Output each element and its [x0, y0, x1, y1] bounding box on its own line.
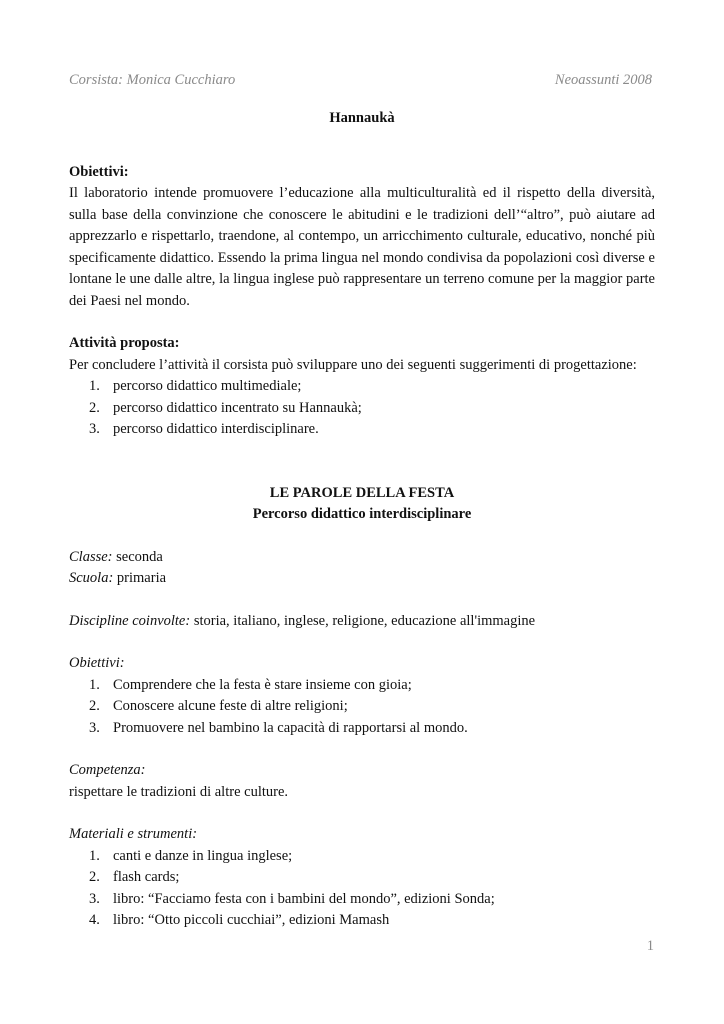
attivita-intro: Per concludere l’attività il corsista può sviluppare uno dei seguenti suggerimenti di progettazione: [69, 356, 637, 373]
list-item: 2. Conoscere alcune feste di altre religioni; [89, 698, 348, 714]
percorso-subtitle: Percorso didattico interdisciplinare [252, 506, 472, 522]
list-item: 3. libro: “Facciamo festa con i bambini del mondo”, edizioni Sonda; [89, 890, 495, 907]
document-body [69, 108, 655, 932]
list-item: 2. percorso didattico incentrato su Hannaukà; [89, 399, 362, 416]
scuola-line: Scuola: primaria [69, 570, 167, 586]
header-course: Neoassunti 2008 [554, 72, 652, 88]
header-author: Corsista: Monica Cucchiaro [69, 72, 236, 88]
materiali-heading: Materiali e strumenti: [69, 826, 198, 842]
document-title: Hannaukà [329, 110, 395, 126]
list-item: 1. percorso didattico multimediale; [89, 378, 302, 394]
percorso-obiettivi-list [69, 675, 655, 740]
attivita-list [69, 376, 655, 441]
percorso-obiettivi-heading: Obiettivi: [69, 655, 125, 671]
obiettivi-heading: Obiettivi: [69, 163, 129, 180]
list-item: 1. canti e danze in lingua inglese; [89, 847, 293, 864]
list-item: 1. Comprendere che la festa è stare insieme con gioia; [89, 676, 412, 693]
list-item: 3. percorso didattico interdisciplinare. [89, 421, 319, 437]
discipline-line: Discipline coinvolte: storia, italiano, inglese, religione, educazione all'immagine [69, 612, 536, 629]
page-number: 1 [646, 938, 654, 954]
classe-line: Classe: seconda [69, 548, 163, 565]
list-item: 2. flash cards; [89, 869, 180, 885]
list-item: 4. libro: “Otto piccoli cucchiai”, edizioni Mamash [89, 912, 390, 928]
attivita-heading: Attività proposta: [69, 335, 180, 351]
obiettivi-paragraph: Il laboratorio intende promuovere l’educazione alla multiculturalità ed il rispetto della diversità, sulla base della convinzione che conoscere le abitudini e le tradizioni dell’“altro”, può aiutare ad apprezzarlo e rispettarlo, traendone, al contempo, un arricchimento culturale, educativo, nonché più specificamente didattico. Essendo la prima lingua nel mondo condivisa da popolazioni così diverse e lontane le une dalle altre, la lingua inglese può rappresentare un terreno comune per la maggior parte dei Paesi nel mondo. [69, 185, 655, 309]
competenza-text: rispettare le tradizioni di altre culture. [69, 783, 289, 800]
materiali-list [69, 846, 655, 932]
list-item: 3. Promuovere nel bambino la capacità di rapportarsi al mondo. [89, 719, 468, 736]
competenza-heading: Competenza: [69, 762, 146, 778]
percorso-title: LE PAROLE DELLA FESTA [269, 484, 455, 501]
